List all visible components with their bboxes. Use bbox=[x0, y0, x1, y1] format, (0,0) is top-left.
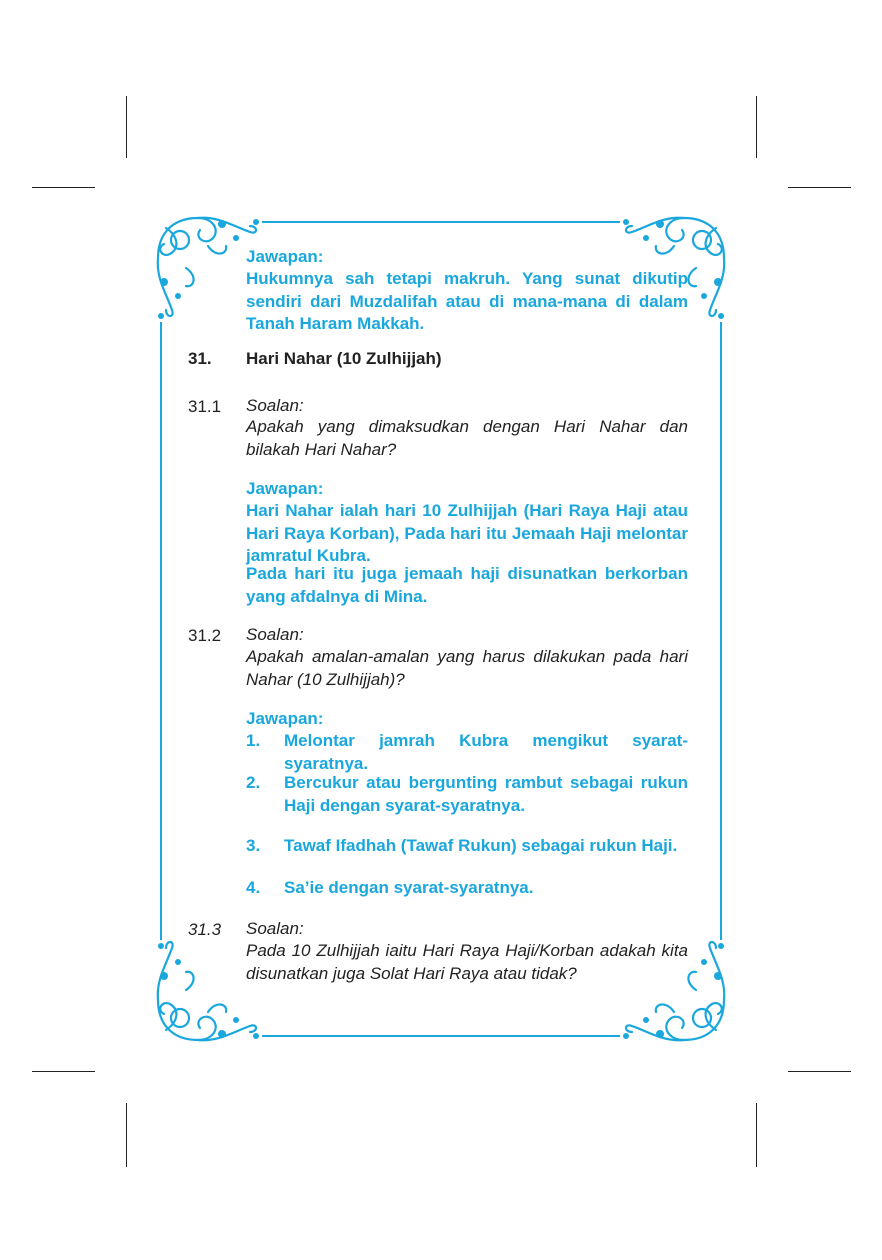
answer-text-2: Pada hari itu juga jemaah haji disunatkan berkorban yang afdalnya di Mina. bbox=[246, 564, 688, 606]
list-item-number: 4. bbox=[246, 878, 261, 897]
top-answer-text: Hukumnya sah tetapi makruh. Yang sunat dikutip sendiri dari Muzdalifah atau di mana-mana di dalam Tanah Haram Makkah. bbox=[246, 269, 688, 333]
section-title: Hari Nahar (10 Zulhijjah) bbox=[246, 349, 442, 368]
answer-text: Hari Nahar ialah hari 10 Zulhijjah (Hari Raya Haji atau Hari Raya Korban), Pada hari itu Jemaah Haji melontar jamratul Kubra. bbox=[246, 501, 688, 565]
list-item-text: Sa’ie dengan syarat-syaratnya. bbox=[284, 878, 534, 897]
question-label: Soalan: bbox=[246, 919, 304, 938]
top-answer-label: Jawapan: bbox=[246, 247, 324, 266]
section-number: 31. bbox=[188, 349, 212, 368]
list-item-number: 3. bbox=[246, 836, 261, 855]
question-number-31-1: 31.1 bbox=[188, 397, 222, 416]
question-label: Soalan: bbox=[246, 396, 304, 415]
list-item-number: 2. bbox=[246, 773, 261, 792]
question-number-31-3: 31.3 bbox=[188, 920, 222, 939]
question-label: Soalan: bbox=[246, 625, 304, 644]
question-text: Pada 10 Zulhijjah iaitu Hari Raya Haji/Korban adakah kita disunatkan juga Solat Hari Raya atau tidak? bbox=[246, 941, 688, 983]
list-item-text: Bercukur atau bergunting rambut sebagai rukun Haji dengan syarat-syaratnya. bbox=[284, 773, 688, 815]
list-item-text: Tawaf Ifadhah (Tawaf Rukun) sebagai rukun Haji. bbox=[284, 836, 678, 855]
answer-label: Jawapan: bbox=[246, 709, 324, 728]
question-number-31-2: 31.2 bbox=[188, 626, 222, 645]
answer-label: Jawapan: bbox=[246, 479, 324, 498]
list-item-text: Melontar jamrah Kubra mengikut syarat-syaratnya. bbox=[284, 731, 688, 773]
question-text: Apakah amalan-amalan yang harus dilakukan pada hari Nahar (10 Zulhijjah)? bbox=[246, 647, 688, 689]
question-text: Apakah yang dimaksudkan dengan Hari Nahar dan bilakah Hari Nahar? bbox=[246, 417, 688, 459]
list-item-number: 1. bbox=[246, 731, 261, 750]
